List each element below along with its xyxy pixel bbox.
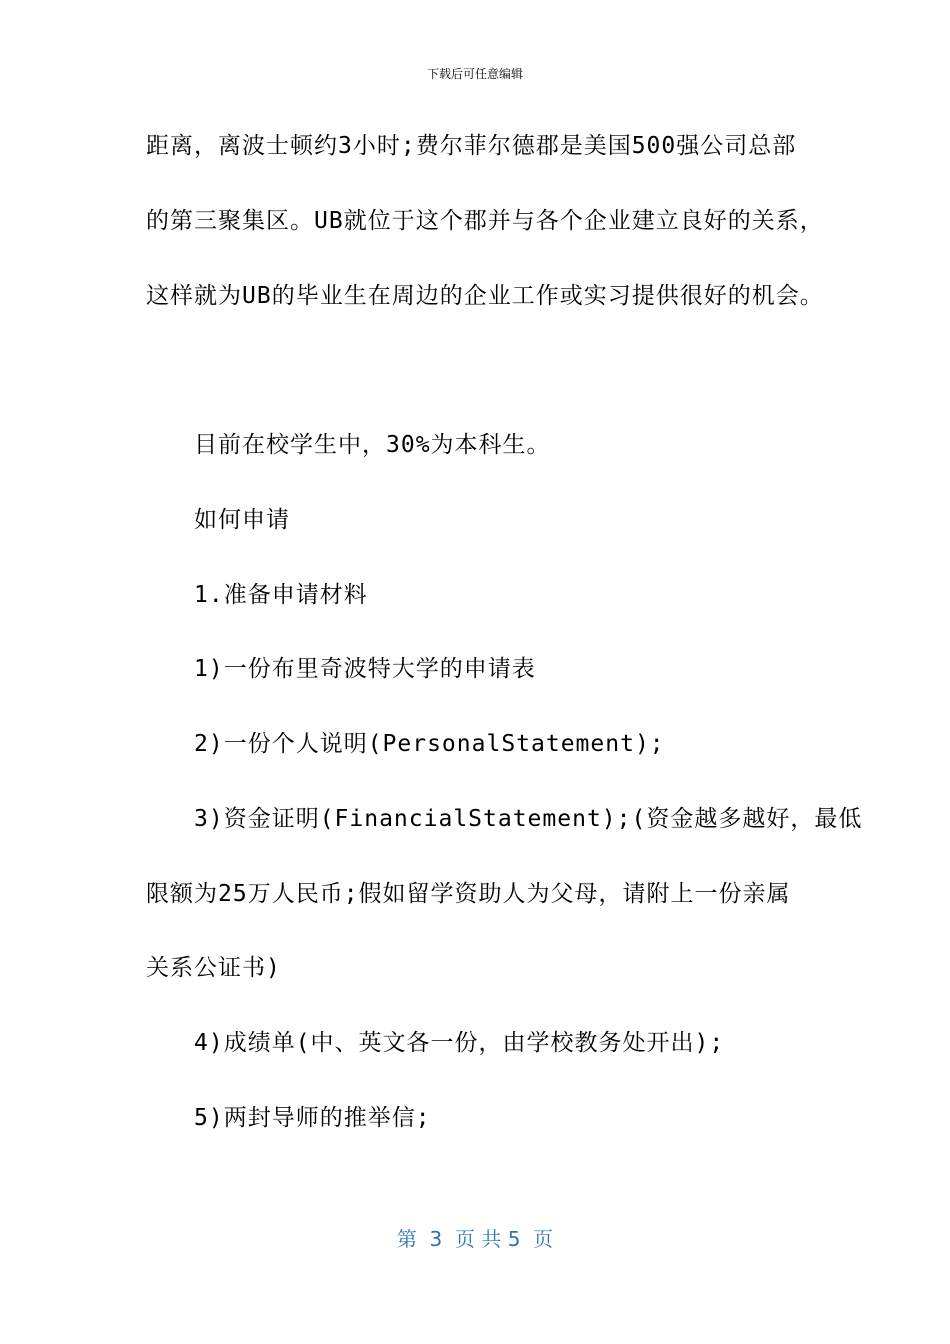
paragraph-line-3: 这样就为UB的毕业生在周边的企业工作或实习提供很好的机会。: [146, 283, 824, 309]
list-subitem-3-cont-1: 限额为25万人民币;假如留学资助人为父母，请附上一份亲属: [146, 881, 791, 907]
paragraph-line-1: 距离，离波士顿约3小时;费尔菲尔德郡是美国500强公司总部: [146, 133, 797, 159]
list-subitem-3-cont-2: 关系公证书): [146, 955, 281, 981]
list-subitem-3: 3)资金证明(FinancialStatement);(资金越多越好，最低: [194, 806, 863, 832]
list-subitem-5: 5)两封导师的推举信;: [194, 1105, 431, 1131]
page-number-footer: 第 3 页 共 5 页: [396, 1227, 554, 1251]
page-header: 下载后可任意编辑: [426, 67, 523, 81]
list-subitem-2: 2)一份个人说明(PersonalStatement);: [194, 731, 665, 757]
list-item-1: 1.准备申请材料: [194, 582, 368, 608]
section-heading: 如何申请: [194, 507, 290, 533]
list-subitem-1: 1)一份布里奇波特大学的申请表: [194, 656, 536, 682]
paragraph-line-2: 的第三聚集区。UB就位于这个郡并与各个企业建立良好的关系，: [146, 208, 824, 234]
list-subitem-4: 4)成绩单(中、英文各一份，由学校教务处开出);: [194, 1030, 725, 1056]
paragraph-line-4: 目前在校学生中，30%为本科生。: [194, 432, 551, 458]
